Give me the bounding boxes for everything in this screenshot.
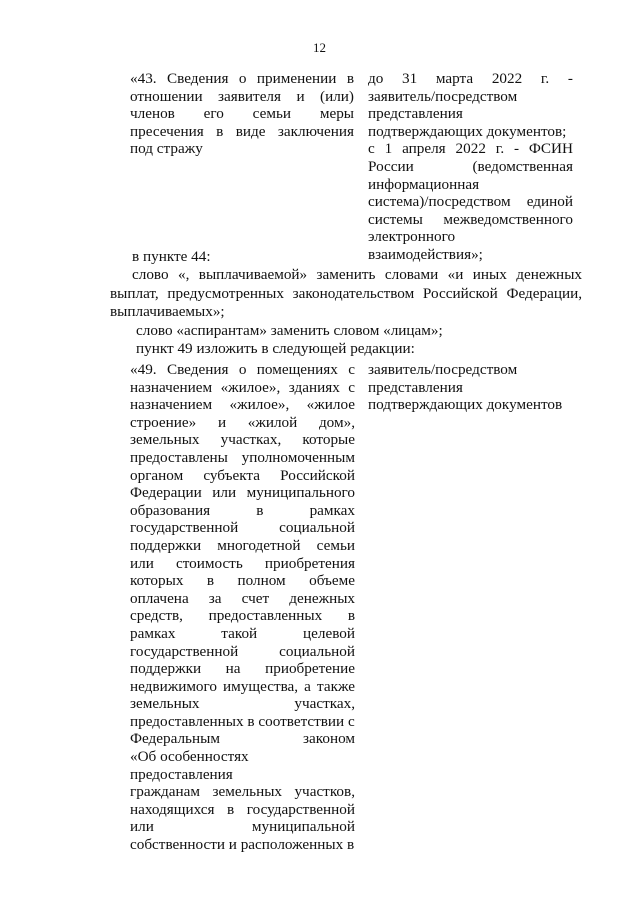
text-line: заявитель/посредством	[368, 87, 518, 105]
text-line: поддержки на приобретение	[130, 660, 355, 678]
paragraph-49-intro: пункт 49 изложить в следующей редакции:	[136, 340, 415, 358]
text-line: членов его семьи меры	[130, 105, 354, 123]
text-line: или стоимость приобретения	[130, 554, 355, 572]
text-line: представления	[368, 105, 463, 123]
text-line: «43. Сведения о применении в	[130, 70, 354, 87]
text-line: Федерации или муниципального	[130, 484, 355, 502]
page-number: 12	[313, 40, 326, 55]
text-line: рамках такой целевой	[130, 624, 355, 642]
text-line: системы межведомственного	[368, 210, 573, 228]
text-line: гражданам земельных участков,	[130, 783, 355, 801]
text-line: которых в полном объеме	[130, 572, 355, 590]
text-line: до 31 марта 2022 г. -	[368, 70, 573, 87]
text-line: земельных участках,	[130, 695, 355, 713]
text-line: информационная	[368, 175, 480, 193]
row49-description	[130, 361, 355, 854]
text-line: с 1 апреля 2022 г. - ФСИН	[368, 140, 573, 158]
text-line: государственной социальной	[130, 642, 355, 660]
text-line: «Об особенностях предоставления	[130, 748, 249, 783]
text-line: оплачена за счет денежных	[130, 589, 355, 607]
text-line: предоставлены уполномоченным	[130, 448, 355, 466]
text-line: находящихся в государственной	[130, 800, 355, 818]
text-line: система)/посредством единой	[368, 193, 573, 211]
text-line: под стражу	[130, 140, 203, 158]
text-line: пресечения в виде заключения	[130, 122, 354, 140]
text-line: назначением «жилое», «жилое	[130, 396, 355, 414]
text-line: электронного взаимодействия»;	[368, 228, 483, 263]
paragraph-aspirants: слово «аспирантам» заменить словом «лицам»;	[136, 321, 443, 339]
text-line: подтверждающих документов;	[368, 122, 567, 140]
text-line: заявитель/посредством	[368, 361, 518, 378]
text-line: или муниципальной	[130, 818, 355, 836]
paragraph-44-heading: в пункте 44:	[132, 248, 211, 265]
text-line: поддержки многодетной семьи	[130, 536, 355, 554]
text-line: органом субъекта Российской	[130, 466, 355, 484]
text-line: строение» и «жилой дом»,	[130, 413, 355, 431]
text-line: России (ведомственная	[368, 157, 573, 175]
row49-source	[368, 361, 568, 414]
row43-description	[130, 70, 354, 158]
text-line: земельных участках, которые	[130, 431, 355, 449]
text-line: недвижимого имущества, а также	[130, 677, 355, 695]
text-line: образования в рамках	[130, 501, 355, 519]
text-line: предоставленных в соответствии с	[130, 712, 355, 730]
text-line: средств, предоставленных в	[130, 607, 355, 625]
text-line: государственной социальной	[130, 519, 355, 537]
text-line: собственности и расположенных в	[130, 836, 355, 854]
text-line: отношении заявителя и (или)	[130, 87, 354, 105]
text-line: представления	[368, 378, 463, 396]
paragraph-44-text: слово «, выплачиваемой» заменить словами «и иных денежных выплат, предусмотренных законодательством Российской Федерации, выплачиваемых»;	[110, 266, 582, 321]
text-line: «49. Сведения о помещениях с	[130, 361, 355, 378]
text-line: подтверждающих документов	[368, 396, 563, 414]
text-line: назначением «жилое», зданиях с	[130, 378, 355, 396]
amendments-block	[110, 248, 582, 358]
row43-source	[368, 70, 573, 264]
text-line: Федеральным законом	[130, 730, 355, 748]
